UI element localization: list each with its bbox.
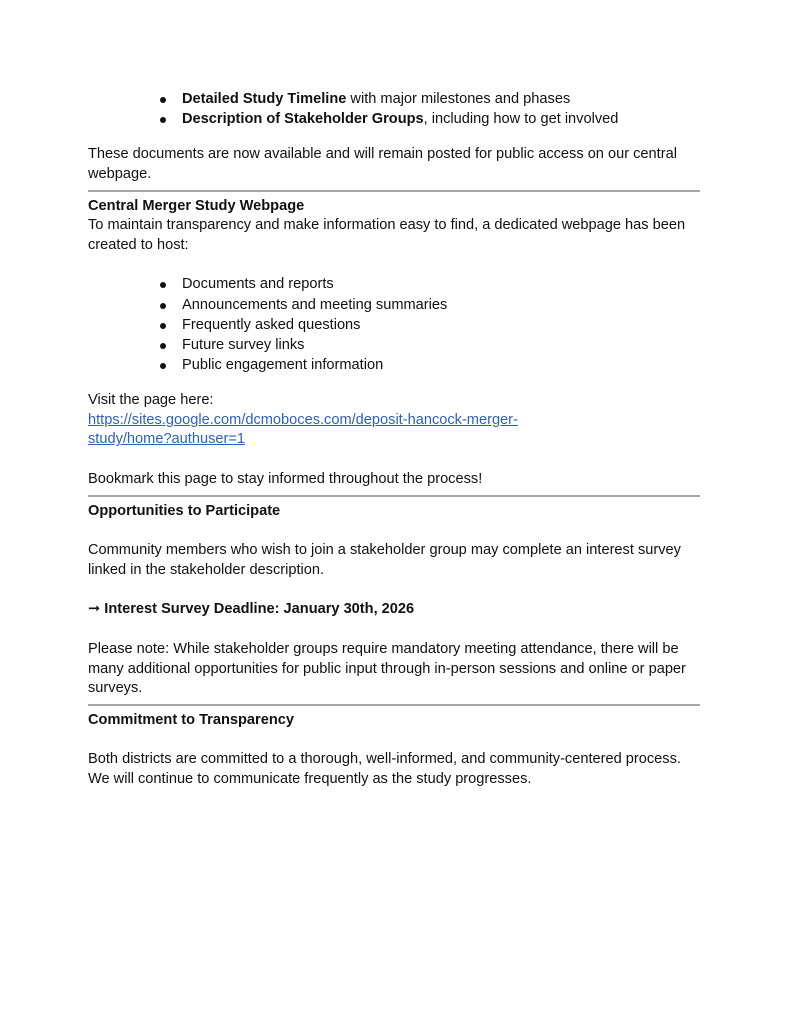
list-item: Documents and reports bbox=[182, 275, 700, 295]
section-divider bbox=[88, 704, 700, 706]
merger-study-link[interactable] bbox=[88, 412, 518, 448]
bullet-text: , including how to get involved bbox=[423, 111, 619, 128]
transparency-heading: Commitment to Transparency bbox=[88, 711, 294, 728]
bookmark-text: Bookmark this page to stay informed throughout the process! bbox=[88, 471, 483, 488]
section-divider bbox=[88, 495, 700, 497]
deadline-text: Interest Survey Deadline: January 30th, 2026 bbox=[104, 601, 415, 618]
right-arrow-icon: ➞ bbox=[88, 601, 101, 618]
list-item: Public engagement information bbox=[182, 356, 700, 376]
list-item bbox=[182, 90, 700, 110]
link-text-line-1[interactable]: https://sites.google.com/dcmoboces.com/deposit-hancock-merger- bbox=[88, 411, 518, 428]
list-item bbox=[182, 110, 700, 130]
transparency-paragraph: Both districts are committed to a thorough, well-informed, and community-centered process. We will continue to communicate frequently as the study progresses. bbox=[88, 751, 681, 787]
bullet-bold-text: Detailed Study Timeline bbox=[182, 91, 347, 107]
visit-label: Visit the page here: bbox=[88, 392, 214, 409]
document-body bbox=[88, 90, 700, 790]
bullet-bold-text: Description of Stakeholder Groups bbox=[182, 111, 424, 128]
list-item: Future survey links bbox=[182, 336, 700, 356]
participate-note: Please note: While stakeholder groups require mandatory meeting attendance, there will be many additional opportunities for public input through in-person sessions and online or paper surveys. bbox=[88, 641, 686, 697]
link-text-line-2[interactable]: study/home?authuser=1 bbox=[88, 431, 245, 448]
bullet-text: with major milestones and phases bbox=[346, 91, 571, 107]
participate-heading: Opportunities to Participate bbox=[88, 502, 281, 519]
participate-paragraph: Community members who wish to join a stakeholder group may complete an interest survey linked in the stakeholder description. bbox=[88, 542, 681, 578]
webpage-items-list bbox=[88, 275, 700, 376]
list-item: Announcements and meeting summaries bbox=[182, 296, 700, 316]
webpage-intro: To maintain transparency and make information easy to find, a dedicated webpage has been created to host: bbox=[88, 217, 686, 253]
intro-paragraph: These documents are now available and will remain posted for public access on our central webpage. bbox=[88, 146, 677, 182]
survey-deadline bbox=[88, 600, 700, 620]
webpage-heading: Central Merger Study Webpage bbox=[88, 197, 305, 214]
section-divider bbox=[88, 190, 700, 192]
list-item: Frequently asked questions bbox=[182, 316, 700, 336]
intro-bullet-list bbox=[88, 90, 700, 130]
